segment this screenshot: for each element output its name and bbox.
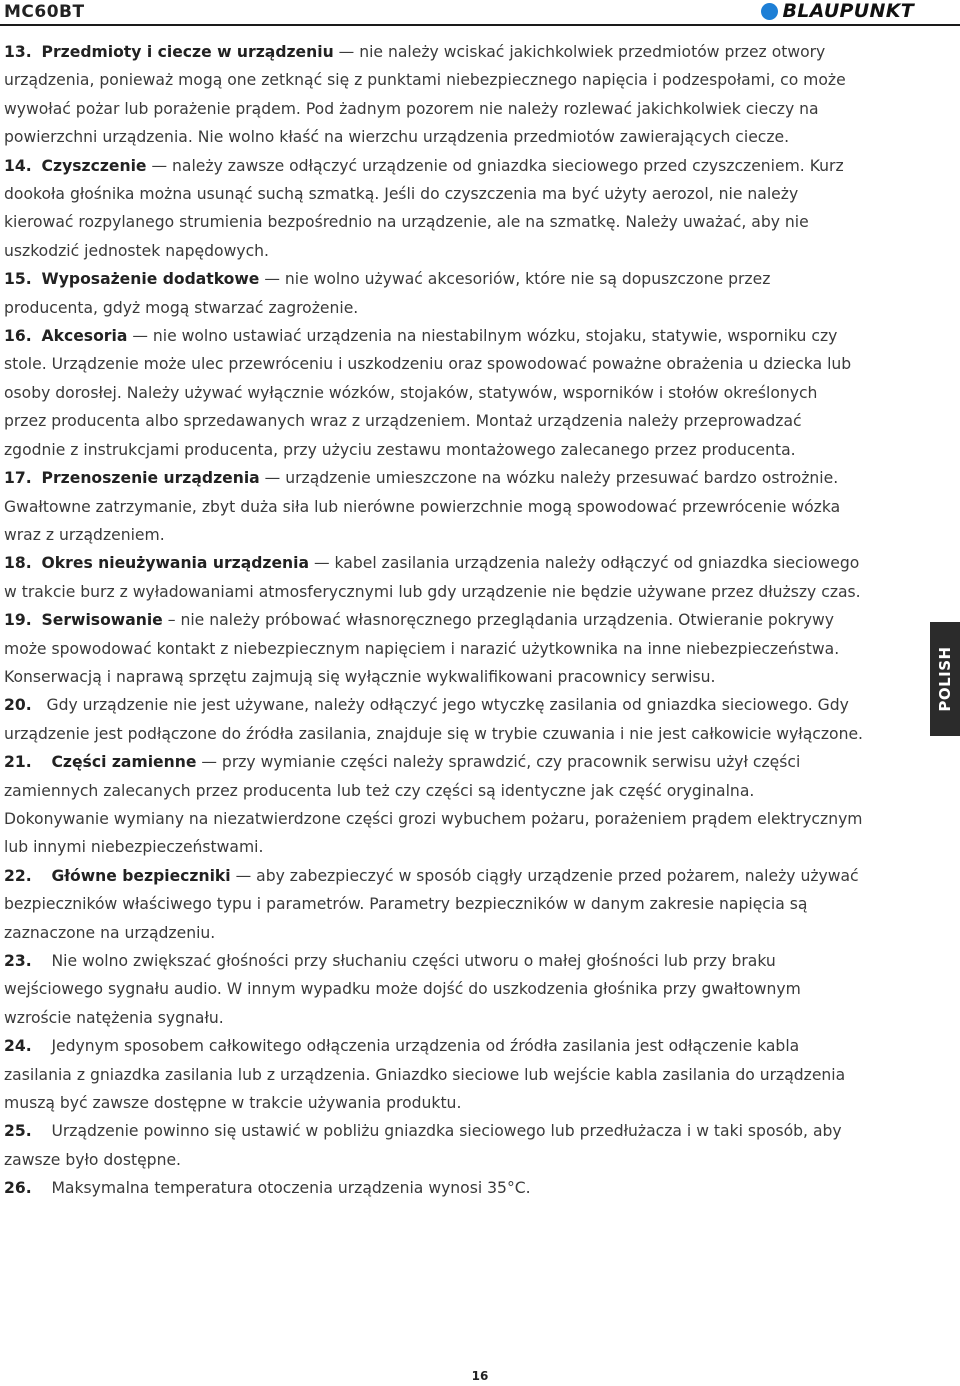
section-body: Maksymalna temperatura otoczenia urządzenia wynosi 35°C. [51,1179,531,1198]
section-separator: — [259,469,286,488]
section-13 [4,38,864,152]
section-separator: — [146,156,173,175]
section-separator: – [162,611,181,630]
page-number: 16 [471,1369,489,1383]
section-number: 16. [4,327,32,346]
section-number: 15. [4,270,32,289]
section-number: 26. [4,1179,32,1198]
section-body: aby zabezpieczyć w sposób ciągły urządzenie przed pożarem, należy używać bezpieczników właściwego typu i parametrów. Parametry bezpieczników w danym zakresie napięcia są zaznaczone na urządzeniu. [4,866,859,942]
section-number: 13. [4,43,32,61]
section-body: Urządzenie powinno się ustawić w pobliżu gniazdka sieciowego lub przedłużacza i w taki sposób, aby zawsze było dostępne. [4,1122,842,1169]
section-number: 25. [4,1122,32,1141]
section-25 [4,1117,864,1174]
section-heading: Serwisowanie [41,611,163,630]
section-26 [4,1174,864,1202]
section-22 [4,862,864,947]
section-heading: Akcesoria [41,327,128,346]
section-number: 17. [4,469,32,488]
section-body: przy wymianie części należy sprawdzić, czy pracownik serwisu użył części zamiennych zalecanych przez producenta lub też czy części są identyczne jak część oryginalna. Dokonywanie wymiany na niezatwierdzone części grozi wybuchem pożaru, porażeniem prądem elektrycznym lub innymi niebezpieczeństwami. [4,753,863,857]
section-21 [4,748,864,862]
section-separator: — [196,753,222,772]
section-17 [4,464,864,549]
language-tab [930,622,960,736]
section-number: 19. [4,611,32,630]
section-heading: Przedmioty i ciecze w urządzeniu [41,43,334,61]
brand-logo [761,0,914,22]
section-15 [4,265,864,322]
section-number: 24. [4,1037,32,1056]
section-body: należy zawsze odłączyć urządzenie od gniazdka sieciowego przed czyszczeniem. Kurz dookoła głośnika można usunąć suchą szmatką. Jeśli do czyszczenia ma być użyty aerozol, nie należy kierować rozpylanego strumienia bezpośrednio na urządzenie, ale na szmatkę. Należy uważać, aby nie uszkodzić jednostek napędowych. [4,156,844,260]
section-separator: — [309,554,335,573]
page-header [0,0,960,26]
section-23 [4,947,864,1032]
section-number: 14. [4,156,32,175]
brand-name: BLAUPUNKT [782,0,914,22]
section-heading: Części zamienne [51,753,197,772]
section-20 [4,691,864,748]
section-number: 20. [4,696,32,715]
section-body: nie wolno używać akcesoriów, które nie są dopuszczone przez producenta, gdyż mogą stwarzać zagrożenie. [4,270,771,317]
section-16 [4,322,864,464]
section-body: kabel zasilania urządzenia należy odłączyć od gniazdka sieciowego w trakcie burz z wyładowaniami atmosferycznymi lub gdy urządzenie nie będzie używane przez dłuższy czas. [4,554,861,601]
section-body: urządzenie umieszczone na wózku należy przesuwać bardzo ostrożnie. Gwałtowne zatrzymanie, zbyt duża siła lub nierówne powierzchnie mogą spowodować przewrócenie wózka wraz z urządzeniem. [4,469,841,544]
section-14 [4,152,864,266]
section-separator: — [230,866,257,885]
section-heading: Główne bezpieczniki [51,866,231,885]
section-separator: — [333,43,360,61]
language-tab-label: POLISH [936,646,954,712]
section-number: 18. [4,554,32,573]
section-heading: Okres nieużywania urządzenia [41,554,310,573]
section-heading: Czyszczenie [41,156,147,175]
section-separator: — [259,270,285,289]
section-body: nie wolno ustawiać urządzenia na niestabilnym wózku, stojaku, statywie, wsporniku czy stole. Urządzenie może ulec przewróceniu i uszkodzeniu oraz spowodować poważne obrażenia u dziecka lub osoby dorosłej. Należy używać wyłącznie wózków, stojaków, statywów, wsporników i stołów określonych przez producenta albo sprzedawanych wraz z urządzeniem. Montaż urządzenia należy przeprowadzać zgodnie z instrukcjami producenta, przy użyciu zestawu montażowego zalecanego przez producenta. [4,327,852,459]
brand-dot-icon [761,3,778,20]
section-body: Nie wolno zwiększać głośności przy słuchaniu części utworu o małej głośności lub przy braku wejściowego sygnału audio. W innym wypadku może dojść do uszkodzenia głośnika przy gwałtownym wzroście natężenia sygnału. [4,952,801,1027]
section-heading: Wyposażenie dodatkowe [41,270,260,289]
section-number: 22. [4,866,32,885]
safety-instructions [4,38,864,1203]
section-body: nie należy wciskać jakichkolwiek przedmiotów przez otwory urządzenia, ponieważ mogą one zetknąć się z punktami niebezpiecznego napięcia i podzespołami, co może wywołać pożar lub porażenie prądem. Pod żadnym pozorem nie należy rozlewać jakichkolwiek cieczy na powierzchni urządzenia. Nie wolno kłaść na wierzchu urządzenia przedmiotów zawierających ciecze. [4,43,846,147]
section-number: 23. [4,952,32,970]
section-24 [4,1032,864,1117]
section-19 [4,606,864,691]
section-body: Jedynym sposobem całkowitego odłączenia urządzenia od źródła zasilania jest odłączenie kabla zasilania z gniazdka zasilania lub z urządzenia. Gniazdko sieciowe lub wejście kabla zasilania do urządzenia muszą być zawsze dostępne w trakcie używania produktu. [4,1037,846,1113]
section-separator: — [127,327,153,346]
header-rule [0,24,960,26]
section-body: nie należy próbować własnoręcznego przeglądania urządzenia. Otwieranie pokrywy może spowodować kontakt z niebezpiecznym napięciem i narazić użytkownika na inne niebezpieczeństwa. Konserwacją i naprawą sprzętu zajmują się wyłącznie wykwalifikowani pracownicy serwisu. [4,611,840,686]
section-number: 21. [4,753,32,772]
section-18 [4,549,864,606]
model-name: MC60BT [4,2,85,22]
section-body: Gdy urządzenie nie jest używane, należy odłączyć jego wtyczkę zasilania od gniazdka sieciowego. Gdy urządzenie jest podłączone do źródła zasilania, znajduje się w trybie czuwania i nie jest całkowicie wyłączone. [4,696,864,743]
section-heading: Przenoszenie urządzenia [41,469,260,488]
